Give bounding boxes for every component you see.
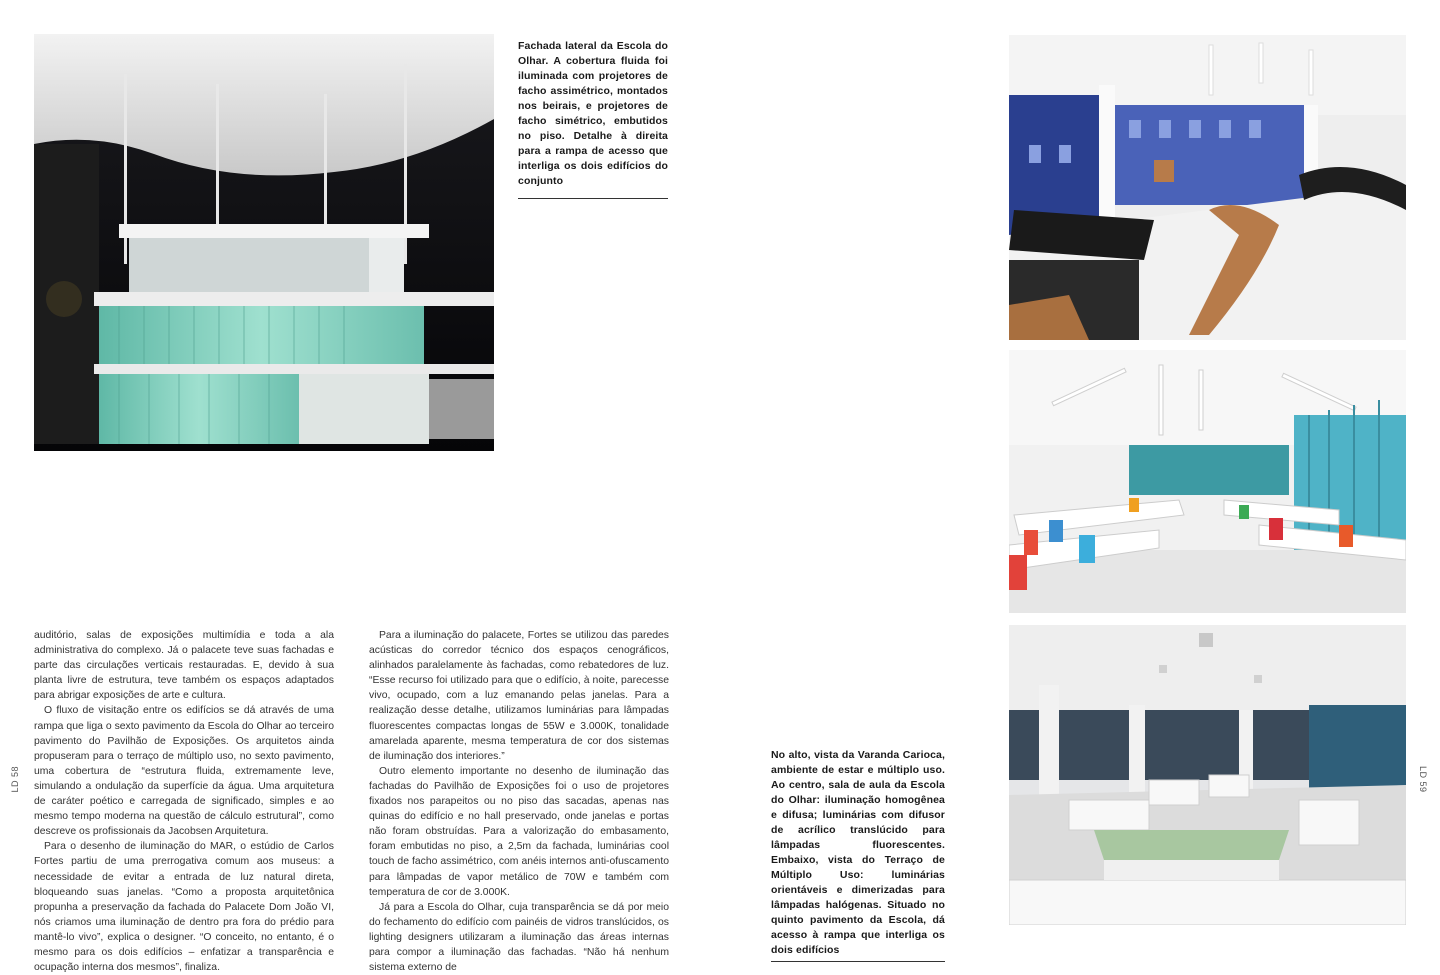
paragraph: Já para a Escola do Olhar, cuja transparência se dá por meio do fechamento do edifício com painéis de vidros translúcidos, os lighting designers utilizaram a iluminação das áreas internas para compor a iluminação das fachadas. “Não há nenhum sistema externo de	[369, 901, 669, 974]
folio-left: LD 58	[10, 766, 20, 793]
body-column-2	[369, 628, 669, 975]
paragraph: Para a iluminação do palacete, Fortes se utilizou das paredes acústicas do corredor técnico dos espaços cenográficos, alinhados paralelamente às fachadas, como rebatedores de luz. “Esse recurso foi utilizado para que o edifício, à noite, parecesse vivo, ocupado, com a luz emanando pelas janelas. Para a realização desse detalhe, utilizamos luminárias para lâmpadas fluorescentes compactas longas de 55W e 3.000K, tonalidade amarelada aparente, mesma temperatura de cor dos sistemas de iluminação dos interiores.”	[369, 630, 669, 762]
varanda-carioca-photo	[1009, 35, 1406, 340]
photos-caption	[771, 748, 945, 958]
folio-right: LD 59	[1418, 766, 1428, 793]
terraco-multiplo-uso-photo	[1009, 625, 1406, 925]
body-column-1	[34, 628, 334, 975]
paragraph: Para o desenho de iluminação do MAR, o estúdio de Carlos Fortes partiu de uma prerrogativa comum aos museus: a necessidade de evitar a entrada de luz natural direta, bloqueando suas janelas. “Como a proposta arquitetônica propunha a preservação da fachada do Palacete Dom João VI, nós criamos uma iluminação de dentro pra fora do prédio para mantê-lo vivo”, explica o designer. “O conceito, no entanto, é o mesmo para os dois edifícios – enfatizar a transparência e ocupação interna dos mesmos”, finaliza.	[34, 841, 334, 974]
facade-caption	[518, 39, 668, 189]
classroom-photo	[1009, 350, 1406, 613]
caption-rule	[518, 198, 668, 199]
caption-rule	[771, 961, 945, 962]
photos-caption-text: No alto, vista da Varanda Carioca, ambiente de estar e múltiplo uso. Ao centro, sala de aula da Escola do Olhar: iluminação homogênea e difusa; luminárias com difusor de acrílico translúcido para lâmpadas fluorescentes. Embaixo, vista do Terraço de Múltiplo Uso: luminárias orientáveis e dimerizadas para lâmpadas halógenas. Situado no quinto pavimento da Escola, dá acesso à rampa que interliga os dois edifícios	[771, 749, 945, 956]
paragraph: auditório, salas de exposições multimídia e toda a ala administrativa do complexo. Já o palacete teve suas fachadas e parte das circulações verticais restauradas. E, devido à sua planta livre de estrutura, teve também os espaços adaptados para abrigar exposições de arte e cultura.	[34, 630, 334, 702]
paragraph: O fluxo de visitação entre os edifícios se dá através de uma rampa que liga o sexto pavimento da Escola do Olhar ao terceiro pavimento do Pavilhão de Exposições. Os arquitetos ainda propuseram para o terraço de múltiplo uso, no sexto pavimento, uma cobertura de “estrutura fluida, extremamente leve, simulando a ondulação da superfície da água. Uma arquitetura de caráter poético e carregada de significado, simples e ao mesmo tempo moderna na questão de cálculo estrutural”, como descreve os profissionais da Jacobsen Arquitetura.	[34, 705, 334, 838]
facade-caption-text: Fachada lateral da Escola do Olhar. A cobertura fluida foi iluminada com projetores de facho assimétrico, montados nos beirais, e projetores de facho simétrico, embutidos no piso. Detalhe à direita para a rampa de acesso que interliga os dois edifícios do conjunto	[518, 40, 668, 187]
paragraph: Outro elemento importante no desenho de iluminação das fachadas do Pavilhão de Exposições foi o uso de projetores fixados nos parapeitos ou no piso das sacadas, apenas nas quinas do edifício e no hall preservado, onde janelas e portas não foram obstruídas. Para a valorização do embasamento, foram embutidas no piso, a 2,5m da fachada, luminárias cool touch de facho assimétrico, com anéis internos anti-ofuscamento para lâmpadas de vapor metálico de 70W e também com temperatura de cor de 3.000K.	[369, 765, 669, 898]
facade-photo	[34, 34, 494, 451]
